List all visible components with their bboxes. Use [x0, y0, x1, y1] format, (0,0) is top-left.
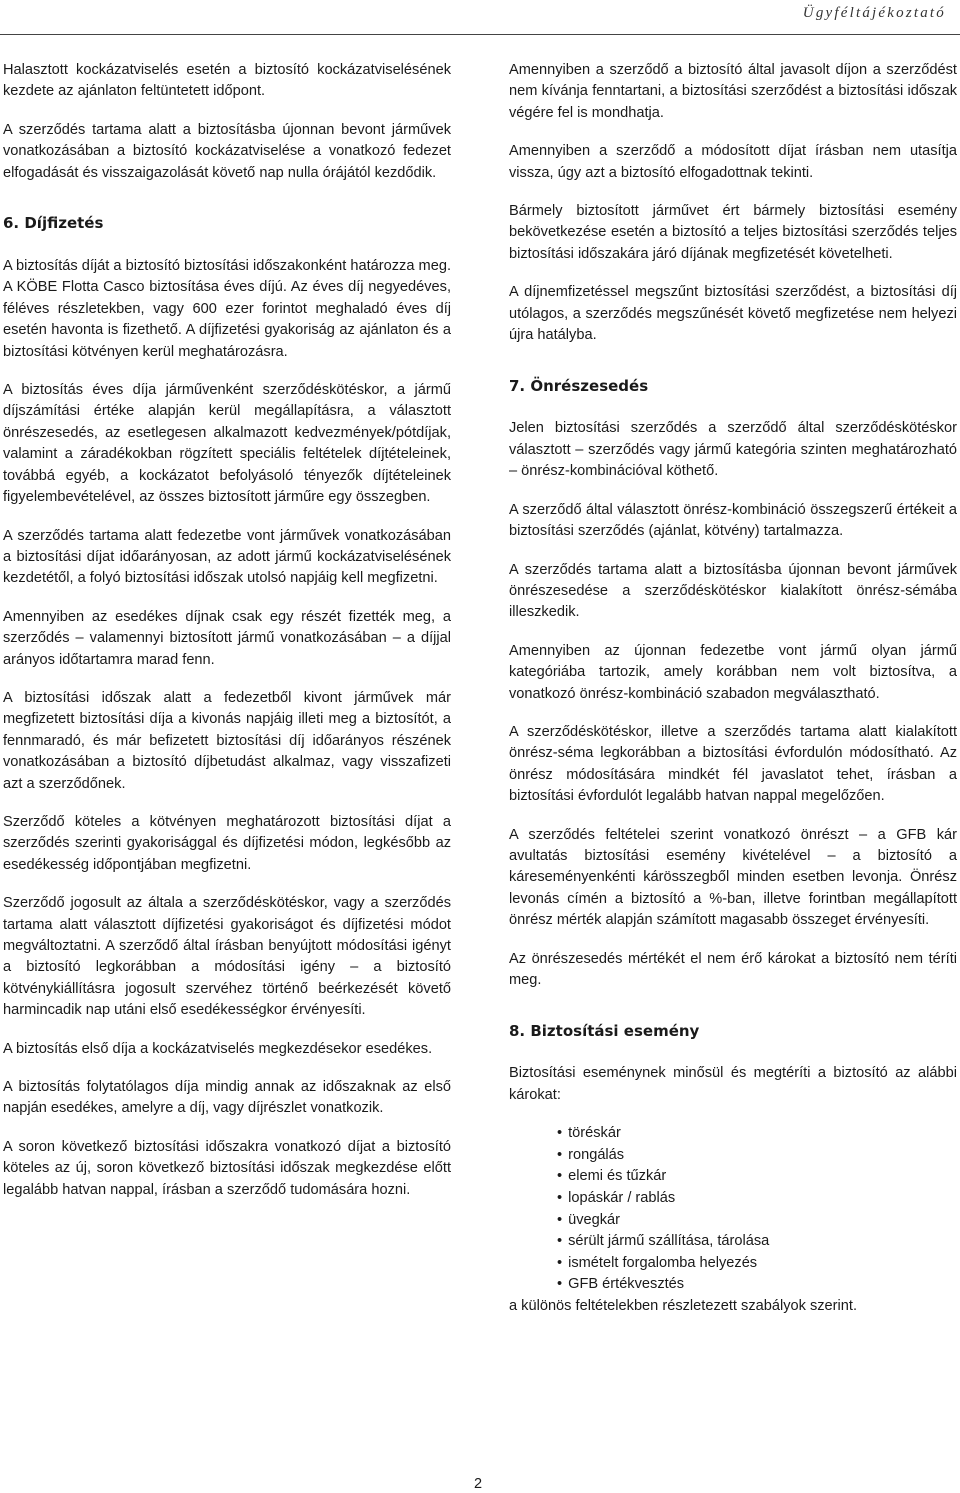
list-item: • ismételt forgalomba helyezés: [557, 1253, 957, 1275]
paragraph: Amennyiben a szerződő a módosított díjat írásban nem utasítja vissza, úgy azt a biztosító elfogadottnak tekinti.: [509, 143, 957, 181]
paragraph: a különös feltételekben részletezett szabályok szerint.: [509, 1297, 858, 1314]
paragraph: Halasztott kockázatviselés esetén a biztosító kockázatviselésének kezdete az ajánlaton feltüntetett időpont.: [3, 62, 451, 100]
paragraph: Amennyiben a szerződő a biztosító által javasolt díjon a szerződést nem kívánja fenntartani, a biztosítási szerződést a biztosítási időszak végére fel is mondhatja.: [509, 62, 957, 121]
paragraph: Szerződő köteles a kötvényen meghatározott biztosítási díjat a szerződés szerinti gyakorisággal és díjfizetési módon, legkésőbb az esedékesség időpontjában megfizetni.: [3, 813, 451, 873]
paragraph: A biztosítás díját a biztosító biztosítási időszakonként határozza meg. A KÖBE Flotta Casco biztosítása éves díjú. Az éves díj negyedéves, féléves részletekben, vagy 600 ezer forintot meghaladó éves díj esetén havonta is fizethető. A díjfizetési gyakoriság az ajánlaton és a biztosítási kötvényen kerül meghatározásra.: [3, 258, 451, 360]
paragraph: A soron következő biztosítási időszakra vonatkozó díjat a biztosító köteles az új, soron következő biztosítási időszak megkezdése előtt legalább hatvan nappal, írásban a szerződő tudomására hozni.: [3, 1138, 451, 1198]
list-item: • rongálás: [557, 1145, 957, 1167]
section-heading-onreszesedes: 7. Önrészesedés: [509, 377, 649, 396]
header-rule: [0, 34, 960, 35]
paragraph: A biztosítás első díja a kockázatviselés megkezdésekor esedékes.: [3, 1040, 433, 1057]
right-column: [509, 60, 957, 1334]
paragraph: A szerződés tartama alatt fedezetbe vont járművek vonatkozásában a biztosítási díjat időarányosan, az adott jármű kockázatviselésének kezdetétől, a folyó biztosítási időszak utolsó napjáig kell megfizetni.: [3, 527, 451, 587]
list-item: • sérült jármű szállítása, tárolása: [557, 1231, 957, 1253]
paragraph: Amennyiben az esedékes díjnak csak egy részét fizették meg, a szerződés – valamennyi biztosított jármű vonatkozásában – a díjjal arányos időtartamra marad fenn.: [3, 608, 451, 668]
list-item: • lopáskár / rablás: [557, 1188, 957, 1210]
paragraph: Szerződő jogosult az általa a szerződéskötéskor, vagy a szerződés tartama alatt választott díjfizetési gyakoriságot és díjfizetési módot megváltoztatni. A szerződő által írásban benyújtott módosítási igényt a biztosító legkorábban a módosítási igény – a biztosító kötvénykiállításra jogosult szervéhez történő beérkezését követő harmincadik nap utáni első esedékességkor érvényesíti.: [3, 895, 451, 1019]
paragraph: Bármely biztosított járművet ért bármely biztosítási esemény bekövetkezése esetén a biztosító a teljes biztosítási szerződés teljes biztosítási időszakára járó díjának megfizetését követelheti.: [509, 203, 957, 262]
list-item: • elemi és tűzkár: [557, 1166, 957, 1188]
page-number: 2: [474, 1476, 483, 1492]
paragraph: Biztosítási eseménynek minősül és megtéríti a biztosító az alábbi károkat:: [509, 1065, 957, 1103]
left-column: [3, 60, 451, 1218]
paragraph: A szerződéskötéskor, illetve a szerződés tartama alatt kialakított önrész-séma legkorábban a biztosítási évfordulón módosítható. Az önrész módosítására mindkét fél javaslatot tehet, írásban a biztosítási évfordulót legalább hatvan nappal megelőzően.: [509, 723, 957, 805]
paragraph: Jelen biztosítási szerződés a szerződő által szerződéskötéskor választott – szerződés vagy jármű kategória szinten meghatározható – önrész-kombinációval köthető.: [509, 420, 957, 480]
paragraph: A szerződés feltételei szerint vonatkozó önrészt – a GFB kár avultatás biztosítási esemény kivételével – a biztosító a káreseményenkénti kárösszegből minden esetben levonja. Önrész levonás címén a biztosító a %-ban, illetve forintban megállapított önrész mérték alapján számított magasabb összeget érvényesíti.: [509, 826, 957, 929]
paragraph: A szerződés tartama alatt a biztosításba újonnan bevont járművek vonatkozásában a biztosító kockázatviselése a vonatkozó fedezet elfogadását és visszaigazolását követő nap nulla órájától kezdődik.: [3, 121, 451, 181]
list-item: • GFB értékvesztés: [557, 1274, 957, 1296]
damage-type-list: [509, 1123, 957, 1296]
paragraph: A díjnemfizetéssel megszűnt biztosítási szerződést, a biztosítási díj utólagos, a szerződés megszűnését követő megfizetése nem helyezi újra hatályba.: [509, 284, 957, 344]
paragraph: A biztosítás éves díja járművenként szerződéskötéskor, a jármű díjszámítási értéke alapján kerül megállapításra, a választott önrészesedés, az esetlegesen alkalmazott kedvezmények/pótdíjak, valamint a záradékokban rögzített speciális feltételek díjtételeinek, továbbá egyéb, a kockázatot befolyásoló tényezők díjtételeinek figyelembevételével, az összes biztosított járműre egy összegben.: [3, 382, 451, 506]
list-item: • töréskár: [557, 1123, 957, 1145]
section-heading-biztositasi-esemeny: 8. Biztosítási esemény: [509, 1022, 700, 1041]
paragraph: A szerződés tartama alatt a biztosításba újonnan bevont járművek önrészesedése a szerződéskötéskor kialakított önrész-sémába illeszkedik.: [509, 561, 957, 621]
paragraph: A szerződő által választott önrész-kombináció összegszerű értékeit a biztosítási szerződés (ajánlat, kötvény) tartalmazza.: [509, 501, 957, 540]
paragraph: Az önrészesedés mértékét el nem érő károkat a biztosító nem téríti meg.: [509, 950, 957, 988]
paragraph: A biztosítás folytatólagos díja mindig annak az időszaknak az első napján esedékes, amelyre a díj, vagy díjrészlet vonatkozik.: [3, 1079, 451, 1117]
paragraph: Amennyiben az újonnan fedezetbe vont jármű olyan jármű kategóriába tartozik, amely korábban nem volt biztosítva, a vonatkozó önrész-kombináció szabadon megválasztható.: [509, 642, 957, 702]
section-heading-dijfizetes: 6. Díjfizetés: [3, 214, 104, 233]
list-item: • üvegkár: [557, 1210, 957, 1232]
running-header-title: Ügyféltájékoztató: [802, 5, 946, 21]
paragraph: A biztosítási időszak alatt a fedezetből kivont járművek már megfizetett biztosítási díja a kivonás napjáig illeti meg a biztosítót, a fennmaradó, és már befizetett biztosítási díj időarányos részének vonatkozásában a biztosító díjbetudást alkalmaz, vagy visszafizeti azt a szerződőnek.: [3, 689, 451, 792]
